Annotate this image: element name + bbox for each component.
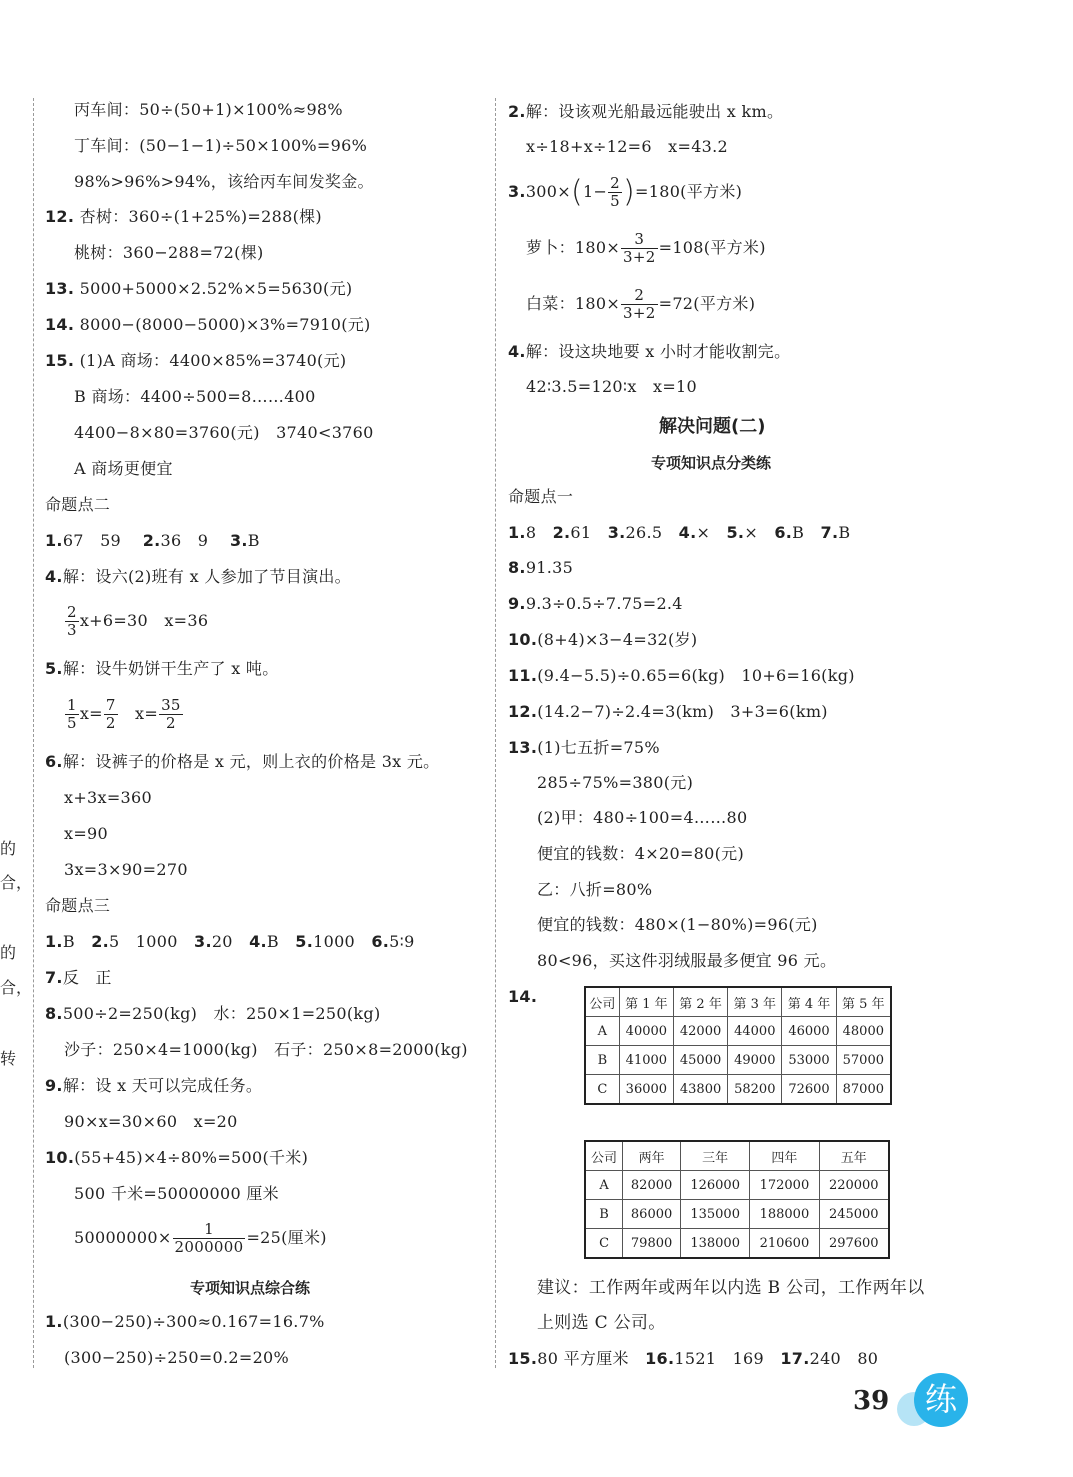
answer-row: [45, 931, 415, 953]
answer-r14: [508, 986, 537, 1008]
answer-r3: [508, 172, 742, 212]
answer-text: 240 80: [809, 1349, 879, 1368]
answer-text: 白菜：180×: [526, 294, 621, 313]
question-number: 1.: [508, 523, 526, 542]
answer-text: 8000−(8000−5000)×3%=7910(元): [79, 315, 371, 334]
table-cell: 第 4 年: [782, 987, 836, 1017]
answer-line: 乙：八折=80%: [537, 880, 653, 899]
table-cell: 72600: [782, 1075, 836, 1105]
question-number: 16.: [645, 1349, 675, 1368]
practice-badge: 练: [914, 1373, 968, 1427]
table-cell: 44000: [728, 1017, 782, 1046]
table-cell: 79800: [623, 1229, 681, 1259]
answer-text: B: [247, 531, 260, 550]
answer-text: B: [792, 523, 805, 542]
question-number: 1.: [45, 1312, 63, 1331]
answer-line: 4400−8×80=3760(元) 3740<3760: [74, 423, 374, 442]
paren: ): [623, 174, 636, 210]
answer-r12: [508, 701, 828, 723]
answer-line: 3x=3×90=270: [64, 860, 188, 879]
answer-text: 26.5: [625, 523, 663, 542]
question-number: 12.: [45, 207, 75, 226]
table-row: [585, 1200, 889, 1229]
answer-r4: [508, 341, 790, 363]
equation-line: [526, 228, 766, 268]
table-cell: 46000: [782, 1017, 836, 1046]
answer-9: [45, 1075, 262, 1097]
table-row: [585, 1171, 889, 1200]
question-number: 7.: [820, 523, 839, 542]
side-fragment: 的: [0, 943, 17, 962]
table-cell: 公司: [585, 987, 619, 1017]
equation-line: [74, 1218, 327, 1258]
question-number: 17.: [780, 1349, 810, 1368]
answer-r10: [508, 629, 697, 651]
question-number: 4.: [678, 523, 697, 542]
table-cell: 第 2 年: [673, 987, 727, 1017]
table-cell: 135000: [681, 1200, 750, 1229]
answer-4: [45, 566, 351, 588]
table-cell: 36000: [619, 1075, 673, 1105]
side-fragment: 转: [0, 1049, 17, 1068]
table-cell: 第 5 年: [836, 987, 891, 1017]
answer-text: (300−250)÷300≈0.167=16.7%: [62, 1312, 325, 1331]
side-fragment: 的: [0, 839, 17, 858]
answer-text: =180(平方米): [635, 182, 743, 201]
answer-text: 1−: [582, 182, 608, 201]
question-number: 2.: [508, 102, 526, 121]
answer-line: 90×x=30×60 x=20: [64, 1112, 238, 1131]
paren: (: [570, 174, 583, 210]
answer-text: 8: [525, 523, 537, 542]
question-number: 3.: [607, 523, 626, 542]
answer-text: x=: [79, 704, 103, 723]
section-title: 专项知识点综合练: [190, 1279, 311, 1297]
table-cell: 41000: [619, 1046, 673, 1075]
answer-8: [45, 1003, 381, 1025]
answer-7: [45, 967, 112, 989]
question-number: 15.: [45, 351, 75, 370]
answer-r9: [508, 593, 683, 615]
answer-text: 50000000×: [74, 1228, 172, 1247]
table-header-row: [585, 1141, 889, 1171]
answer-text: ×: [696, 523, 711, 542]
answer-text: 反 正: [62, 968, 112, 987]
answer-text: B: [838, 523, 851, 542]
table-cell: 220000: [819, 1171, 889, 1200]
answer-r2: [508, 101, 783, 123]
answer-line: (2)甲：480÷100=4……80: [537, 808, 748, 827]
section-title: 专项知识点分类练: [651, 454, 772, 472]
answer-line: B 商场：4400÷500=8……400: [74, 387, 316, 406]
answer-text: B: [62, 932, 75, 951]
answer-line: x+3x=360: [64, 788, 152, 807]
table-cell: B: [585, 1200, 623, 1229]
table-cell: 42000: [673, 1017, 727, 1046]
table-cell: 210600: [750, 1229, 819, 1259]
question-number: 7.: [45, 968, 63, 987]
answer-text: 300×: [525, 182, 571, 201]
question-number: 14.: [508, 987, 538, 1006]
fraction: $\frac{1}{2000000}$: [174, 1220, 244, 1256]
answer-line: 上则选 C 公司。: [537, 1313, 666, 1333]
table-cell: B: [585, 1046, 619, 1075]
answer-row: [508, 1348, 878, 1370]
answer-z1: [45, 1311, 325, 1333]
answer-line: x÷18+x÷12=6 x=43.2: [526, 137, 729, 156]
answer-text: =108(平方米): [658, 238, 766, 257]
answer-text: 5 1000: [109, 932, 178, 951]
answer-text: =72(平方米): [658, 294, 756, 313]
answer-text: 1521 169: [674, 1349, 765, 1368]
answer-line: 98%>96%>94%，该给丙车间发奖金。: [74, 172, 374, 191]
table-cell: 297600: [819, 1229, 889, 1259]
answer-text: 67 59: [62, 531, 122, 550]
answer-line: 285÷75%=380(元): [537, 773, 694, 792]
question-number: 5.: [295, 932, 314, 951]
table-cell: 172000: [750, 1171, 819, 1200]
question-number: 6.: [774, 523, 793, 542]
question-number: 3.: [194, 932, 212, 951]
question-number: 2.: [142, 531, 161, 550]
answer-text: =25(厘米): [246, 1228, 327, 1247]
answer-text: 36 9: [160, 531, 209, 550]
answer-line: 便宜的钱数：4×20=80(元): [537, 844, 744, 863]
answer-text: (1)七五折=75%: [537, 738, 660, 757]
cumulative-salary-table: [584, 1140, 890, 1259]
section-heading: 命题点二: [45, 495, 111, 514]
question-number: 1.: [45, 932, 63, 951]
answer-text: (14.2−7)÷2.4=3(km) 3+3=6(km): [537, 702, 828, 721]
answer-row: [508, 522, 850, 544]
question-number: 10.: [508, 630, 538, 649]
question-number: 9.: [45, 1076, 63, 1095]
question-number: 6.: [371, 932, 390, 951]
left-column-rule: [33, 98, 34, 1368]
answer-line: 沙子：250×4=1000(kg) 石子：250×8=2000(kg): [64, 1040, 468, 1059]
question-number: 2.: [91, 932, 109, 951]
answer-line: 500 千米=50000000 厘米: [74, 1184, 279, 1203]
question-number: 5.: [726, 523, 745, 542]
question-number: 15.: [508, 1349, 538, 1368]
fraction: $\frac{3}{3+2}$: [623, 230, 656, 266]
fraction: $\frac{7}{2}$: [105, 696, 116, 732]
answer-line: x=90: [64, 824, 108, 843]
answer-10: [45, 1147, 308, 1169]
question-number: 3.: [229, 531, 248, 550]
table-header-row: [585, 987, 891, 1017]
equation-line: [526, 284, 755, 324]
answer-text: 80 平方厘米: [537, 1349, 629, 1368]
table-cell: 第 3 年: [728, 987, 782, 1017]
answer-13: [45, 278, 352, 300]
table-cell: C: [585, 1075, 619, 1105]
answer-15: [45, 350, 346, 372]
question-number: 12.: [508, 702, 538, 721]
answer-text: 20: [211, 932, 233, 951]
chapter-title: 解决问题(二): [659, 416, 766, 437]
fraction: $\frac{35}{2}$: [161, 696, 181, 732]
answer-line: 42∶3.5=120∶x x=10: [526, 377, 697, 396]
answer-5: [45, 658, 279, 680]
table-cell: 49000: [728, 1046, 782, 1075]
table-cell: 86000: [623, 1200, 681, 1229]
table-cell: 82000: [623, 1171, 681, 1200]
answer-text: (55+45)×4÷80%=500(千米): [74, 1148, 309, 1167]
table-cell: 第 1 年: [619, 987, 673, 1017]
answer-text: 解：设裤子的价格是 x 元，则上衣的价格是 3x 元。: [62, 752, 440, 771]
question-number: 5.: [45, 659, 63, 678]
answer-text: 解：设该观光船最远能驶出 x km。: [525, 102, 784, 121]
answer-14: [45, 314, 371, 336]
answer-line: 丁车间：(50−1−1)÷50×100%=96%: [74, 136, 368, 155]
fraction: $\frac{2}{3+2}$: [623, 286, 656, 322]
answer-6: [45, 751, 439, 773]
answer-line: 桃树：360−288=72(棵): [74, 243, 264, 262]
answer-text: (8+4)×3−4=32(岁): [537, 630, 698, 649]
fraction: $\frac{2}{5}$: [610, 174, 621, 210]
answer-text: 500÷2=250(kg) 水：250×1=250(kg): [62, 1004, 381, 1023]
answer-text: 解：设这块地要 x 小时才能收割完。: [525, 342, 791, 361]
table-cell: 四年: [750, 1141, 819, 1171]
table-cell: 126000: [681, 1171, 750, 1200]
question-number: 13.: [508, 738, 538, 757]
table-row: [585, 1046, 891, 1075]
table-cell: 57000: [836, 1046, 891, 1075]
question-number: 8.: [508, 558, 526, 577]
table-row: [585, 1075, 891, 1105]
question-number: 4.: [508, 342, 526, 361]
page-number: 39: [853, 1386, 890, 1416]
answer-text: 解：设牛奶饼干生产了 x 吨。: [62, 659, 279, 678]
question-number: 9.: [508, 594, 526, 613]
answer-line: 80<96，买这件羽绒服最多便宜 96 元。: [537, 951, 837, 970]
question-number: 3.: [508, 182, 526, 201]
question-number: 4.: [45, 567, 63, 586]
table-cell: 两年: [623, 1141, 681, 1171]
section-heading: 命题点一: [508, 487, 574, 506]
fraction: $\frac{2}{3}$: [67, 603, 77, 639]
center-column-rule: [495, 98, 496, 1368]
answer-r8: [508, 557, 573, 579]
section-heading: 命题点三: [45, 896, 111, 915]
answer-text: 9.3÷0.5÷7.75=2.4: [525, 594, 683, 613]
answer-text: 91.35: [525, 558, 574, 577]
table-cell: 43800: [673, 1075, 727, 1105]
question-number: 4.: [249, 932, 267, 951]
question-number: 1.: [45, 531, 63, 550]
question-number: 10.: [45, 1148, 75, 1167]
table-cell: 40000: [619, 1017, 673, 1046]
answer-line: 便宜的钱数：480×(1−80%)=96(元): [537, 915, 818, 934]
answer-text: (9.4−5.5)÷0.65=6(kg) 10+6=16(kg): [537, 666, 855, 685]
table-row: [585, 1229, 889, 1259]
answer-text: 5∶9: [389, 932, 415, 951]
table-row: [585, 1017, 891, 1046]
table-cell: 87000: [836, 1075, 891, 1105]
table-cell: 45000: [673, 1046, 727, 1075]
answer-text: x=: [135, 704, 159, 723]
table-cell: 五年: [819, 1141, 889, 1171]
answer-text: 萝卜：180×: [526, 238, 621, 257]
answer-text: 61: [570, 523, 592, 542]
question-number: 2.: [552, 523, 571, 542]
question-number: 6.: [45, 752, 63, 771]
side-fragment: 合，: [0, 978, 33, 997]
answer-text: ×: [744, 523, 759, 542]
table-cell: 58200: [728, 1075, 782, 1105]
question-number: 8.: [45, 1004, 63, 1023]
yearly-salary-table: [584, 986, 892, 1105]
table-cell: A: [585, 1171, 623, 1200]
table-cell: 三年: [681, 1141, 750, 1171]
answer-text: 解：设 x 天可以完成任务。: [62, 1076, 263, 1095]
answer-line: 建议：工作两年或两年以内选 B 公司，工作两年以: [537, 1278, 925, 1298]
table-cell: 53000: [782, 1046, 836, 1075]
table-cell: 138000: [681, 1229, 750, 1259]
answer-text: 杏树：360÷(1+25%)=288(棵): [79, 207, 322, 226]
fraction: $\frac{1}{5}$: [67, 696, 77, 732]
question-number: 11.: [508, 666, 538, 685]
answer-text: 5000+5000×2.52%×5=5630(元): [79, 279, 353, 298]
table-cell: C: [585, 1229, 623, 1259]
question-number: 13.: [45, 279, 75, 298]
answer-text: 1000: [313, 932, 356, 951]
answer-r13: [508, 737, 660, 759]
table-cell: A: [585, 1017, 619, 1046]
answer-line: 丙车间：50÷(50+1)×100%≈98%: [74, 100, 343, 119]
answer-line: (300−250)÷250=0.2=20%: [64, 1348, 290, 1367]
answer-text: x+6=30 x=36: [79, 611, 209, 630]
table-cell: 245000: [819, 1200, 889, 1229]
answer-text: B: [266, 932, 279, 951]
equation-line: [64, 694, 184, 734]
table-cell: 48000: [836, 1017, 891, 1046]
table-cell: 公司: [585, 1141, 623, 1171]
answer-12: [45, 206, 322, 228]
equation-line: [64, 601, 208, 641]
answer-line: A 商场更便宜: [74, 459, 173, 478]
answer-text: 解：设六(2)班有 x 人参加了节目演出。: [62, 567, 351, 586]
answer-text: (1)A 商场：4400×85%=3740(元): [79, 351, 347, 370]
answer-row: [45, 530, 260, 552]
answer-r11: [508, 665, 855, 687]
question-number: 14.: [45, 315, 75, 334]
side-fragment: 合，: [0, 873, 33, 892]
table-cell: 188000: [750, 1200, 819, 1229]
